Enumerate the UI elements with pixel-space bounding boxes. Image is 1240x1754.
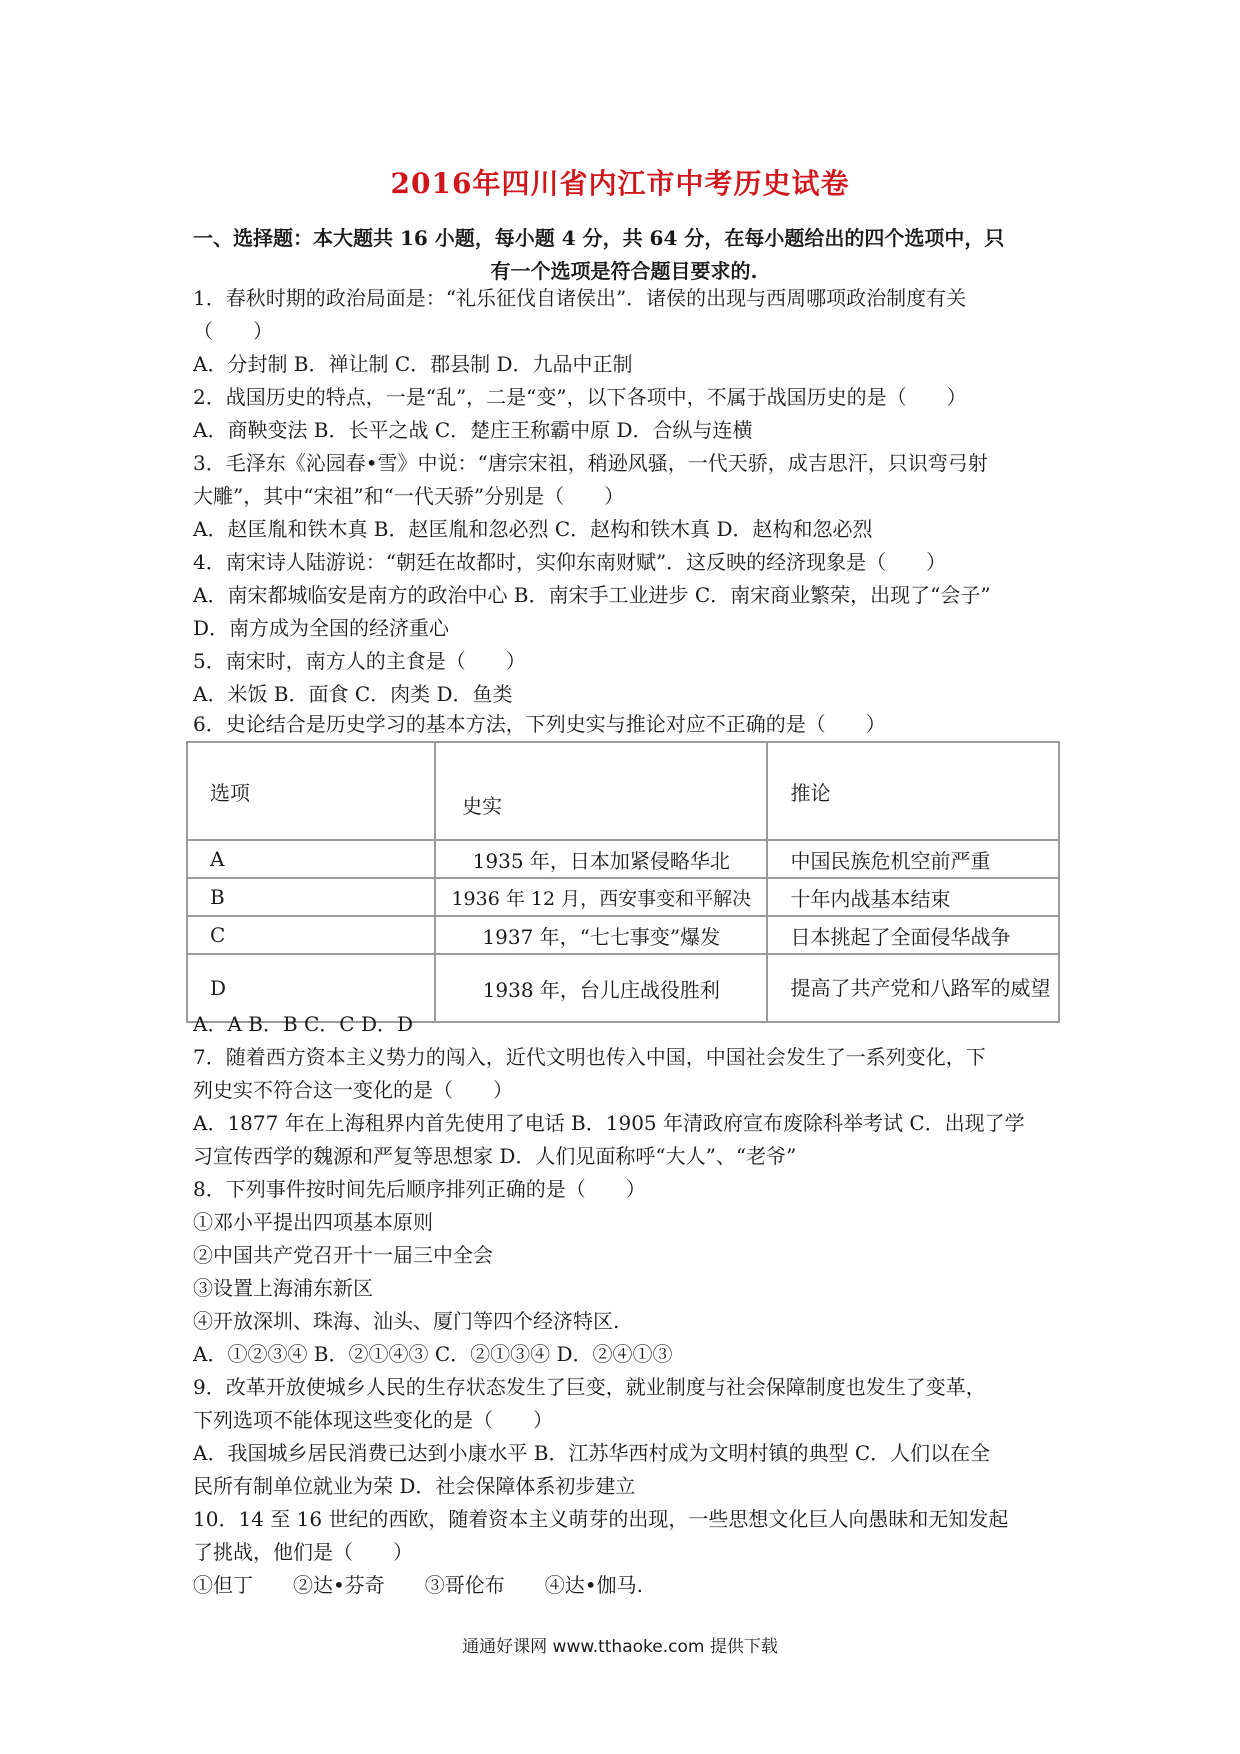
q1-options: A．分封制 B．禅让制 C．郡县制 D．九品中正制: [193, 352, 633, 376]
q8-item-1: ①邓小平提出四项基本原则: [193, 1210, 433, 1234]
q1-paren: （ ）: [193, 319, 273, 343]
q8-item-4: ④开放深圳、珠海、汕头、厦门等四个经济特区.: [193, 1309, 620, 1333]
q5-stem: 5．南宋时，南方人的主食是（ ）: [193, 649, 526, 673]
q3-stem-line2: 大雕”，其中“宋祖”和“一代天骄”分别是（ ）: [193, 484, 625, 508]
q2-options: A．商鞅变法 B．长平之战 C．楚庄王称霸中原 D．合纵与连横: [193, 418, 753, 442]
table-header-cell: 史实: [435, 742, 767, 840]
q8-options: A．①②③④ B．②①④③ C．②①③④ D．②④①③: [193, 1342, 673, 1366]
q9-stem-line1: 9．改革开放使城乡人民的生存状态发生了巨变，就业制度与社会保障制度也发生了变革，: [193, 1375, 986, 1399]
table-header-cell: 选项: [187, 742, 435, 840]
q8-item-2: ②中国共产党召开十一届三中全会: [193, 1243, 493, 1267]
section-header-line2: 有一个选项是符合题目要求的.: [490, 259, 758, 283]
table-header-row: [187, 742, 1059, 840]
table-row: [187, 840, 1059, 878]
q8-item-3: ③设置上海浦东新区: [193, 1276, 373, 1300]
q10-items: ①但丁 ②达•芬奇 ③哥伦布 ④达•伽马.: [193, 1573, 643, 1597]
q1-stem: 1．春秋时期的政治局面是：“礼乐征伐自诸侯出”．诸侯的出现与西周哪项政治制度有关: [193, 286, 967, 310]
page-title: 2016年四川省内江市中考历史试卷: [390, 167, 850, 200]
q9-options-line2: 民所有制单位就业为荣 D．社会保障体系初步建立: [193, 1474, 636, 1498]
q2-stem: 2．战国历史的特点，一是“乱”，二是“变”，以下各项中，不属于战国历史的是（ ）: [193, 385, 967, 409]
q7-options-line2: 习宣传西学的魏源和严复等思想家 D．人们见面称呼“大人”、“老爷”: [193, 1144, 797, 1168]
page-footer: 通通好课网 www.tthaoke.com 提供下载: [462, 1637, 778, 1657]
table-cell: 1936 年 12 月，西安事变和平解决: [435, 878, 767, 916]
q7-options-line1: A．1877 年在上海租界内首先使用了电话 B．1905 年清政府宣布废除科举考试 C．出现了学: [193, 1111, 1025, 1135]
q4-options-line2: D．南方成为全国的经济重心: [193, 616, 450, 640]
q9-stem-line2: 下列选项不能体现这些变化的是（ ）: [193, 1408, 553, 1432]
table-cell: 1937 年，“七七事变”爆发: [435, 916, 767, 954]
q8-stem: 8．下列事件按时间先后顺序排列正确的是（ ）: [193, 1177, 646, 1201]
q6-options: A．A B．B C．C D．D: [193, 1012, 414, 1036]
table-row: [187, 916, 1059, 954]
q3-options: A．赵匡胤和铁木真 B．赵匡胤和忽必烈 C．赵构和铁木真 D．赵构和忽必烈: [193, 517, 873, 541]
table-cell: 1938 年，台儿庄战役胜利: [435, 954, 767, 1022]
table-header-cell: 推论: [767, 742, 1059, 840]
table-cell: 日本挑起了全面侵华战争: [767, 916, 1059, 954]
q10-stem-line2: 了挑战，他们是（ ）: [193, 1540, 413, 1564]
q4-stem: 4．南宋诗人陆游说：“朝廷在故都时，实仰东南财赋”．这反映的经济现象是（ ）: [193, 550, 947, 574]
q4-options-line1: A．南宋都城临安是南方的政治中心 B．南宋手工业进步 C．南宋商业繁荣，出现了“会子”: [193, 583, 991, 607]
history-table: [186, 741, 1060, 1023]
q9-options-line1: A．我国城乡居民消费已达到小康水平 B．江苏华西村成为文明村镇的典型 C．人们以在全: [193, 1441, 991, 1465]
table-cell: 1935 年，日本加紧侵略华北: [435, 840, 767, 878]
q7-stem-line2: 列史实不符合这一变化的是（ ）: [193, 1078, 513, 1102]
section-header: [193, 222, 1055, 288]
table-cell: D: [187, 954, 435, 1022]
table-cell: 提高了共产党和八路军的威望: [767, 954, 1059, 1022]
table-cell: 十年内战基本结束: [767, 878, 1059, 916]
table-cell: B: [187, 878, 435, 916]
q5-options: A．米饭 B．面食 C．肉类 D．鱼类: [193, 682, 513, 706]
section-header-line1: 一、选择题：本大题共 16 小题，每小题 4 分，共 64 分，在每小题给出的四个选项中，只: [193, 226, 1005, 250]
q7-stem-line1: 7．随着西方资本主义势力的闯入，近代文明也传入中国，中国社会发生了一系列变化，下: [193, 1045, 986, 1069]
table-cell: 中国民族危机空前严重: [767, 840, 1059, 878]
q6-stem: 6．史论结合是历史学习的基本方法，下列史实与推论对应不正确的是（ ）: [193, 712, 886, 736]
table-row: [187, 878, 1059, 916]
table-cell: C: [187, 916, 435, 954]
q3-stem-line1: 3．毛泽东《沁园春•雪》中说：“唐宗宋祖，稍逊风骚，一代天骄，成吉思汗，只识弯弓射: [193, 451, 988, 475]
table-cell: A: [187, 840, 435, 878]
q10-stem-line1: 10．14 至 16 世纪的西欧，随着资本主义萌芽的出现，一些思想文化巨人向愚昧和无知发起: [193, 1507, 1009, 1531]
